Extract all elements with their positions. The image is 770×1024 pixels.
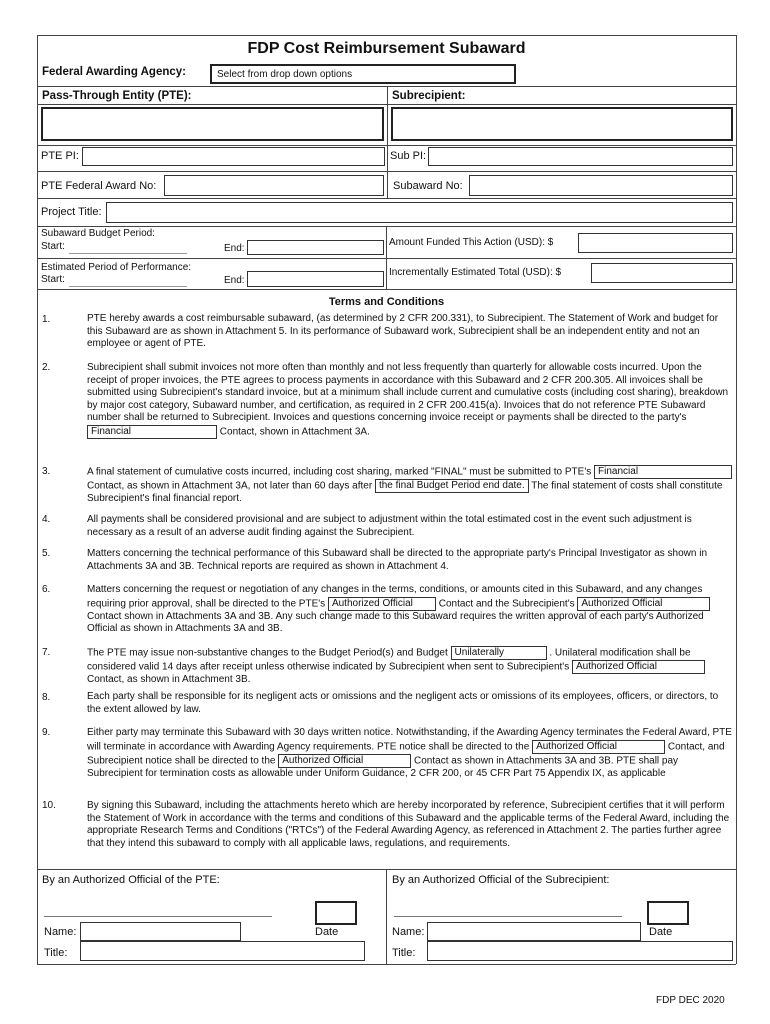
federal-agency-select[interactable] <box>210 64 516 84</box>
pte-signer-title-field[interactable] <box>80 941 365 961</box>
sub-signer-title-field[interactable] <box>427 941 733 961</box>
term-7: The PTE may issue non-substantive changes to the Budget Period(s) and Budget Unilaterally . Unilateral modification shall be considered valid 14 days after receipt unless otherwise indicated by Subrecipient when sent to Subrecipient's Authorized Official Contact, as shown in Attachment 3B. <box>87 646 732 687</box>
pte-date-field[interactable] <box>315 901 357 925</box>
sub-name-label: Name: <box>392 926 425 938</box>
amount-funded-field[interactable] <box>578 233 733 253</box>
pte-name-field[interactable] <box>41 107 384 141</box>
frame-right <box>736 35 737 907</box>
term-number: 2. <box>42 362 51 373</box>
pte-name-label: Name: <box>44 926 77 938</box>
sub-date-field[interactable] <box>647 901 689 925</box>
project-title-label: Project Title: <box>41 206 102 218</box>
federal-agency-label: Federal Awarding Agency: <box>42 66 186 78</box>
sub-change-contact-field[interactable]: Authorized Official <box>577 597 710 611</box>
financial-contact-field[interactable]: Financial <box>87 425 217 439</box>
rule-4 <box>37 171 736 172</box>
term-number: 6. <box>42 584 51 595</box>
rule-sig-mid <box>386 869 387 964</box>
unilateral-field[interactable]: Unilaterally <box>451 646 547 660</box>
term-number: 10. <box>42 800 56 811</box>
incremental-total-label: Incrementally Estimated Total (USD): $ <box>389 267 562 278</box>
rule-2 <box>37 104 736 105</box>
sub-signer-name-field[interactable] <box>427 922 641 941</box>
rule-3 <box>37 145 736 146</box>
term-9: Either party may terminate this Subaward with 30 days written notice. Notwithstanding, if the Awarding Agency terminates the Federal Award, PTE will terminate in accordance with Awarding Agency requirements. PTE notice shall be directed to the Authorized Official Contact, and Subrecipient notice shall be directed to the Authorized Official Contact as shown in Attachments 3A and 3B. PTE shall pay Subrecipient for termination costs as allowable under Uniform Guidance, 2 CFR 200, or 45 CFR Part 75 Appendix IX, as applicable <box>87 727 732 779</box>
pte-signature-heading: By an Authorized Official of the PTE: <box>42 874 220 886</box>
rule-7 <box>37 258 736 259</box>
term-1: PTE hereby awards a cost reimbursable subaward, (as determined by 2 CFR 200.331), to Subrecipient. The Statement of Work and budget for this Subaward are as shown in Attachment 5. In its performance of Subaward work, Subrecipient shall be an independent entity and not an employee or agent of PTE. <box>87 313 719 350</box>
term-number: 5. <box>42 548 51 559</box>
budget-start-field[interactable] <box>69 240 187 254</box>
rule-sig-bottom <box>37 964 736 965</box>
pte-label: Pass-Through Entity (PTE): <box>42 90 192 102</box>
pte-pi-field[interactable] <box>82 147 385 166</box>
final-statement-deadline-field[interactable]: the final Budget Period end date. <box>375 479 529 493</box>
term-number: 9. <box>42 727 51 738</box>
form-code: FDP DEC 2020 <box>656 995 725 1006</box>
term-number: 1. <box>42 314 51 325</box>
pte-pi-label: PTE PI: <box>41 150 79 162</box>
subaward-no-label: Subaward No: <box>393 180 463 192</box>
sub-title-label: Title: <box>392 947 416 959</box>
pte-signature-line[interactable] <box>44 916 272 917</box>
perf-start-field[interactable] <box>69 273 187 287</box>
perf-start-label: Start: <box>41 274 65 285</box>
term-4: All payments shall be considered provisional and are subject to adjustment within the total estimated cost in the event such adjustment is necessary as a result of an adverse audit finding against the Subrecipient. <box>87 514 692 538</box>
pte-award-no-field[interactable] <box>164 175 384 196</box>
subrecipient-label: Subrecipient: <box>392 90 466 102</box>
budget-period-label: Subaward Budget Period: <box>41 228 155 239</box>
pte-award-no-label: PTE Federal Award No: <box>41 180 157 192</box>
rule-5 <box>37 198 736 199</box>
term-number: 7. <box>42 647 51 658</box>
pte-change-contact-field[interactable]: Authorized Official <box>328 597 436 611</box>
pte-title-label: Title: <box>44 947 68 959</box>
rule-8 <box>37 289 736 290</box>
pte-termination-contact-field[interactable]: Authorized Official <box>532 740 665 754</box>
pte-date-label: Date <box>315 926 339 938</box>
sub-pi-field[interactable] <box>428 147 733 166</box>
frame-right-sig <box>736 869 737 964</box>
terms-heading: Terms and Conditions <box>328 296 445 308</box>
pte-signer-name-field[interactable] <box>80 922 241 941</box>
form-title: FDP Cost Reimbursement Subaward <box>247 40 526 57</box>
sub-modification-contact-field[interactable]: Authorized Official <box>572 660 705 674</box>
project-title-field[interactable] <box>106 202 733 223</box>
term-6: Matters concerning the request or negotiation of any changes in the terms, conditions, or amounts cited in this Subaward, and any changes requiring prior approval, shall be directed to the PTE's Authorized Official Contact and the Subrecipient's Authorized Official Contact shown in Attachments 3A and 3B. Any such change made to this Subaward requires the written approval of each party's Authorized Official as shown in Attachments 3A and 3B. <box>87 584 732 636</box>
frame-top <box>37 35 736 36</box>
subaward-no-field[interactable] <box>469 175 733 196</box>
rule-mid-top <box>387 86 388 198</box>
term-5: Matters concerning the technical performance of this Subaward shall be directed to the appropriate party's Principal Investigator as shown in Attachments 3A and 3B. Technical reports are required as shown in Attachment 4. <box>87 548 708 572</box>
budget-start-label: Start: <box>41 241 65 252</box>
sub-pi-label: Sub PI: <box>390 150 427 162</box>
sub-signature-line[interactable] <box>394 916 622 917</box>
perf-end-field[interactable] <box>247 271 384 287</box>
budget-end-field[interactable] <box>247 240 384 255</box>
performance-label: Estimated Period of Performance: <box>41 262 192 273</box>
final-statement-contact-field[interactable]: Financial <box>594 465 732 479</box>
sub-termination-contact-field[interactable]: Authorized Official <box>278 754 411 768</box>
term-number: 8. <box>42 692 51 703</box>
incremental-total-field[interactable] <box>591 263 733 283</box>
frame-left <box>37 35 38 907</box>
term-2: Subrecipient shall submit invoices not more often than monthly and not less frequently than quarterly for allowable costs incurred. Upon the receipt of proper invoices, the PTE agrees to process payments in accordance with this Subaward and 2 CFR 200.305. All invoices shall be submitted using Subrecipient's standard invoice, but at a minimum shall include current and cumulative costs (including cost sharing), breakdown by major cost category, Subaward number, and certification, as required in 2 CFR 200.415(a). Invoices that do not reference PTE Subaward number shall be returned to Subrecipient. Invoices and questions concerning invoice receipt or payments shall be directed to the party's Financial Contact, shown in Attachment 3A. <box>87 362 729 438</box>
amount-funded-label: Amount Funded This Action (USD): $ <box>389 237 554 248</box>
sub-date-label: Date <box>649 926 673 938</box>
federal-agency-select-value: Select from drop down options <box>217 69 353 80</box>
term-8: Each party shall be responsible for its negligent acts or omissions and the negligent acts or omissions of its employees, officers, or directors, to the extent allowed by law. <box>87 691 719 715</box>
term-3: A final statement of cumulative costs incurred, including cost sharing, marked "FINAL" must be submitted to PTE's Financial Contact, as shown in Attachment 3A, not later than 60 days after the final Budget Period end date. The final statement of costs shall constitute Subrecipient's final financial report. <box>87 465 732 506</box>
sub-signature-heading: By an Authorized Official of the Subrecipient: <box>392 874 610 886</box>
subrecipient-name-field[interactable] <box>391 107 733 141</box>
term-number: 4. <box>42 514 51 525</box>
frame-left-sig <box>37 869 38 964</box>
perf-end-label: End: <box>224 275 245 286</box>
budget-end-label: End: <box>224 243 245 254</box>
term-10: By signing this Subaward, including the attachments hereto which are hereby incorporated by reference, Subrecipient certifies that it will perform the Statement of Work in accordance with the terms and conditions of this Subaward and the applicable terms of the Federal Award, including the appropriate Research Terms and Conditions ("RTCs") of the Federal Awarding Agency, as referenced in Attachment 2. The parties further agree that they intend this subaward to comply with all applicable laws, regulations, and requirements. <box>87 800 730 849</box>
term-number: 3. <box>42 466 51 477</box>
